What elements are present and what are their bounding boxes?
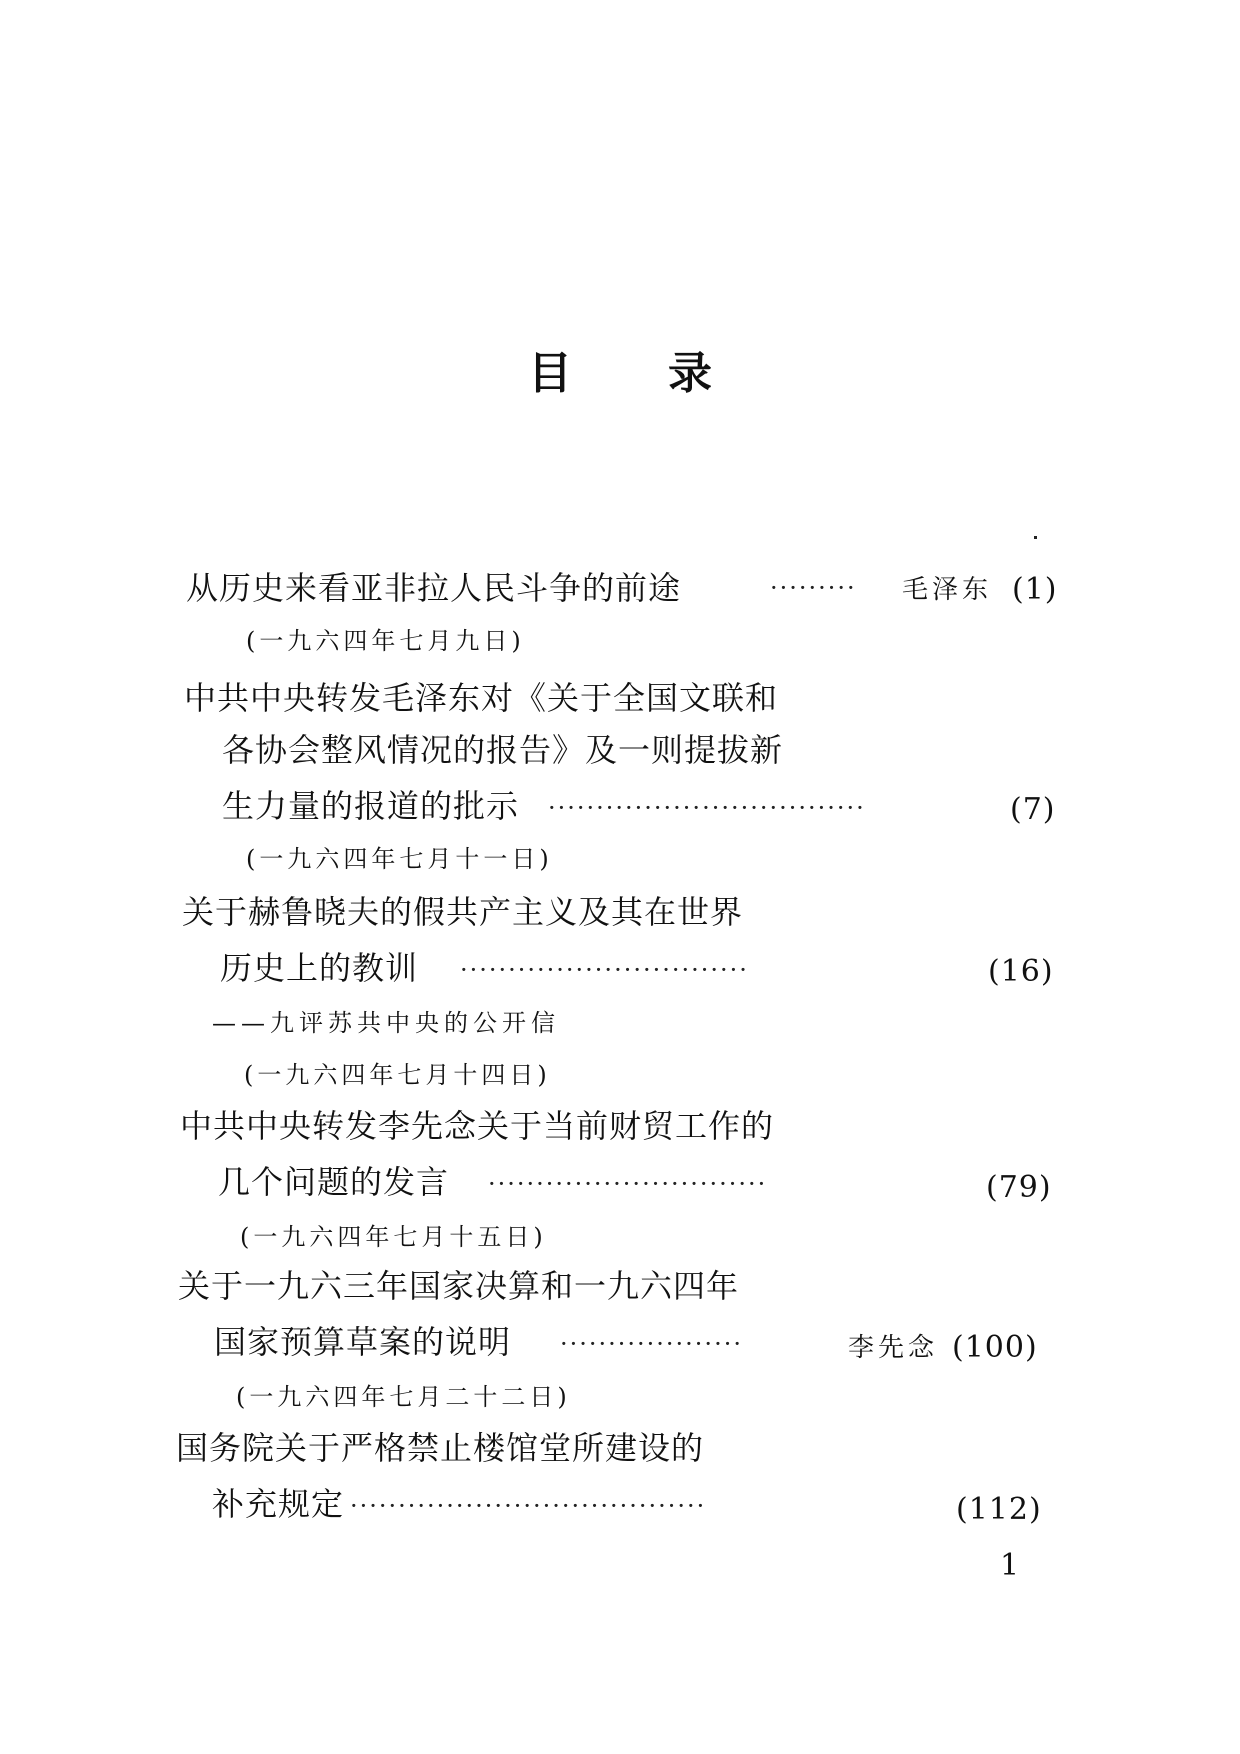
toc-entry-3-leader: ······························ [460,956,749,984]
toc-entry-1-page[interactable]: (1) [1012,572,1058,607]
page-title [0,348,1240,400]
title-char-2: 录 [668,348,712,399]
toc-entry-5-author: 李先念 [848,1333,939,1363]
toc-entry-1-author: 毛泽东 [902,575,993,605]
toc-entry-3-title-line-2[interactable]: 历史上的教训 [220,949,419,987]
toc-entry-1-title[interactable]: 从历史来看亚非拉人民斗争的前途 [186,569,682,607]
toc-entry-3-page[interactable]: (16) [988,954,1054,989]
toc-entry-5-leader: ··················· [560,1330,743,1358]
toc-entry-4-page[interactable]: (79) [986,1170,1052,1205]
toc-entry-5-title-line-2[interactable]: 国家预算草案的说明 [214,1323,512,1361]
toc-entry-3-title-line-1[interactable]: 关于赫鲁晓夫的假共产主义及其在世界 [182,893,744,931]
toc-entry-2-leader: ································· [548,794,866,822]
toc-entry-4-title-line-2[interactable]: 几个问题的发言 [218,1163,450,1201]
toc-entry-4-leader: ····························· [488,1170,768,1198]
toc-entry-4-title-line-1[interactable]: 中共中央转发李先念关于当前财贸工作的 [180,1107,775,1145]
toc-entry-2-title-line-2[interactable]: 各协会整风情况的报告》及一则提拔新 [222,731,784,769]
toc-entry-6-title-line-2[interactable]: 补充规定 [212,1485,345,1523]
toc-entry-6-leader: ····································· [350,1492,707,1520]
toc-entry-1-date: (一九六四年七月九日) [246,627,525,655]
toc-entry-4-date: (一九六四年七月十五日) [240,1223,547,1251]
toc-entry-2-page[interactable]: (7) [1010,792,1056,827]
toc-entry-3-subtitle: ——九评苏共中央的公开信 [212,1009,560,1037]
toc-entry-2-date: (一九六四年七月十一日) [246,845,553,873]
toc-entry-3-date: (一九六四年七月十四日) [244,1061,551,1089]
toc-entry-5-title-line-1[interactable]: 关于一九六三年国家决算和一九六四年 [178,1267,740,1305]
title-char-1: 目 [528,348,572,399]
toc-entry-6-page[interactable]: (112) [956,1492,1042,1527]
toc-entry-1-leader: ········· [770,574,857,602]
toc-entry-2-title-line-1[interactable]: 中共中央转发毛泽东对《关于全国文联和 [184,679,779,717]
toc-entry-2-title-line-3[interactable]: 生力量的报道的批示 [222,787,520,825]
toc-entry-5-page[interactable]: (100) [952,1330,1038,1365]
toc-entry-6-title-line-1[interactable]: 国务院关于严格禁止楼馆堂所建设的 [176,1429,705,1467]
print-speck [1034,536,1037,539]
toc-entry-5-date: (一九六四年七月二十二日) [236,1383,571,1411]
page-number: 1 [1000,1548,1020,1583]
